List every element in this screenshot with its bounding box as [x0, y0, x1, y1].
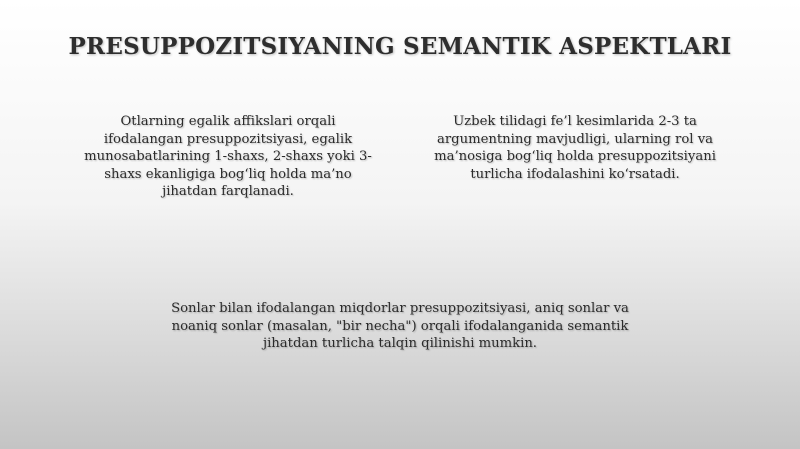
slide-title: PRESUPPOZITSIYANING SEMANTIK ASPEKTLARI: [68, 33, 732, 60]
paragraph-numerals: Sonlar bilan ifodalangan miqdorlar presuppozitsiyasi, aniq sonlar va noaniq sonlar (masalan, "bir necha") orqali ifodalanganida semantik jihatdan turlicha talqin qilinishi mumkin.: [171, 301, 629, 351]
paragraph-verb-predicates: Uzbek tilidagi fe’l kesimlarida 2-3 ta argumentning mavjudligi, ularning rol va ma’nosiga bog‘liq holda presuppozitsiyani turlicha ifodalashini ko‘rsatadi.: [434, 114, 716, 182]
paragraph-possessive-affixes: Otlarning egalik affikslari orqali ifodalangan presuppozitsiyasi, egalik munosabatlarining 1-shaxs, 2-shaxs yoki 3- shaxs ekanligiga bog‘liq holda ma’no jihatdan farqlanadi.: [84, 114, 372, 199]
